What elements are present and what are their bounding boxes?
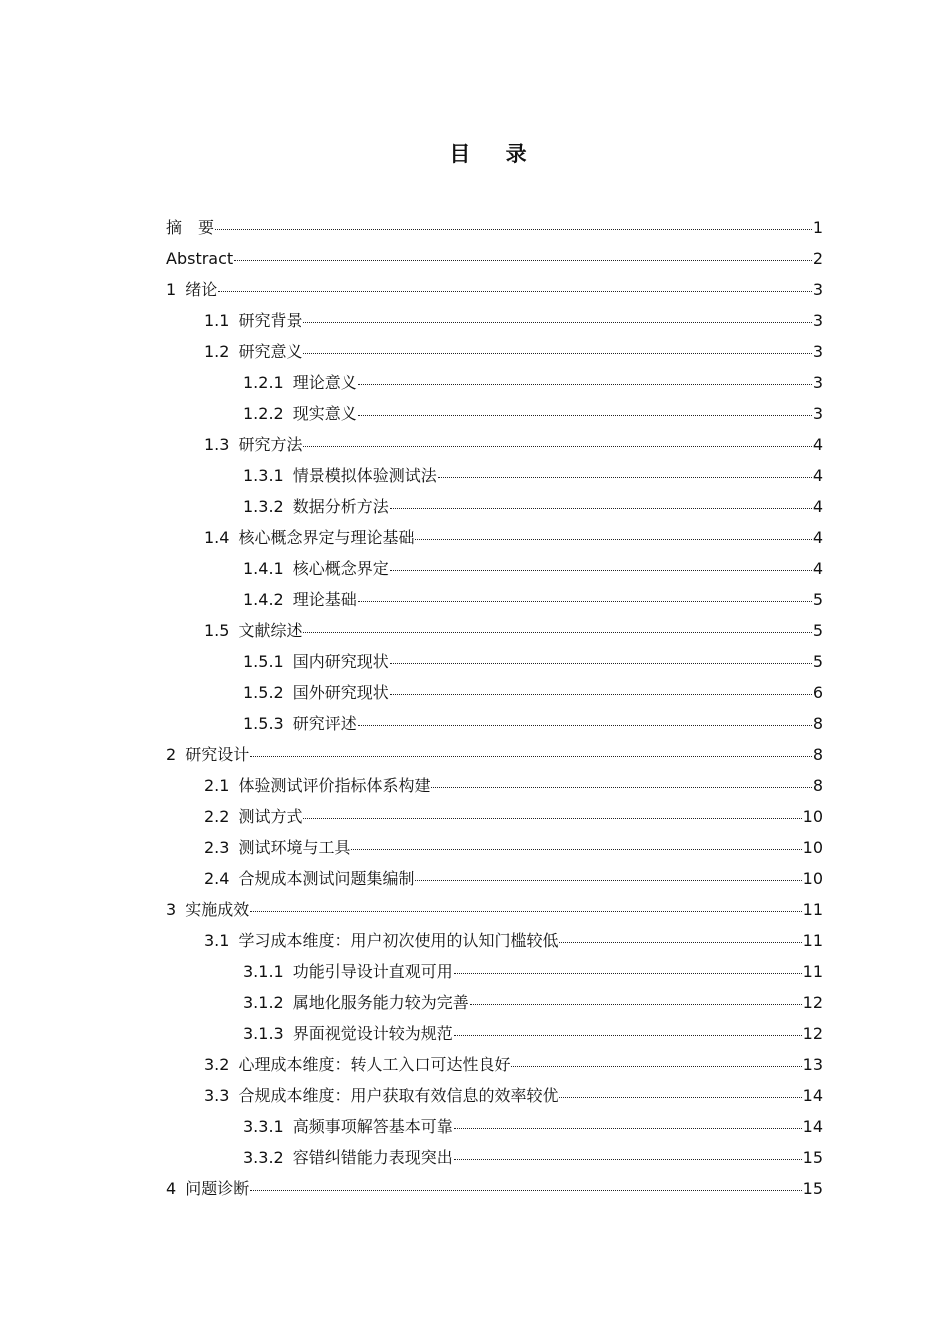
dot-leader <box>358 600 812 602</box>
toc-entry[interactable] <box>166 398 823 429</box>
toc-entry-title: 情景模拟体验测试法 <box>292 466 437 485</box>
toc-entry-number: 1.5.1 <box>243 652 284 671</box>
toc-entry-number: 1.5.2 <box>243 683 284 702</box>
toc-entry[interactable] <box>166 801 823 832</box>
dot-leader <box>454 1127 802 1129</box>
toc-entry-page-number: 4 <box>812 528 823 547</box>
toc-entry-title: 研究方法 <box>238 435 303 454</box>
toc-entry[interactable] <box>166 1018 823 1049</box>
toc-entry-title: 数据分析方法 <box>292 497 389 516</box>
toc-entry-number: 3.3.2 <box>243 1148 284 1167</box>
toc-entry-page-number: 8 <box>812 776 823 795</box>
toc-entry-title: 核心概念界定与理论基础 <box>238 528 415 547</box>
dot-leader <box>218 290 812 292</box>
toc-entry-page-number: 4 <box>812 466 823 485</box>
toc-entry-page-number: 11 <box>802 900 823 919</box>
toc-entry-page-number: 11 <box>802 931 823 950</box>
toc-entry[interactable] <box>166 708 823 739</box>
toc-entry[interactable] <box>166 1173 823 1204</box>
dot-leader <box>559 941 801 943</box>
toc-entry[interactable] <box>166 274 823 305</box>
dot-leader <box>303 352 811 354</box>
toc-entry[interactable] <box>166 243 823 274</box>
toc-entry-title: 研究背景 <box>238 311 303 330</box>
toc-entry-title: 绪论 <box>185 280 218 299</box>
toc-entry-page-number: 13 <box>802 1055 823 1074</box>
toc-entry-title: 研究评述 <box>292 714 357 733</box>
toc-entry[interactable] <box>166 770 823 801</box>
dot-leader <box>250 910 801 912</box>
toc-entry-number: 3 <box>166 900 177 919</box>
toc-entry-page-number: 1 <box>812 218 823 237</box>
toc-entry-title: 功能引导设计直观可用 <box>292 962 453 981</box>
dot-leader <box>454 1158 802 1160</box>
toc-entry-number: 1.4 <box>204 528 230 547</box>
toc-entry-page-number: 12 <box>802 993 823 1012</box>
toc-entry[interactable] <box>166 1080 823 1111</box>
dot-leader <box>454 972 802 974</box>
toc-entry-page-number: 3 <box>812 404 823 423</box>
toc-entry[interactable] <box>166 615 823 646</box>
toc-entry-title: 界面视觉设计较为规范 <box>292 1024 453 1043</box>
toc-entry[interactable] <box>166 739 823 770</box>
toc-entry-title: 国内研究现状 <box>292 652 389 671</box>
toc-entry-page-number: 15 <box>802 1179 823 1198</box>
toc-entry-title: 实施成效 <box>185 900 250 919</box>
toc-entry-page-number: 5 <box>812 621 823 640</box>
toc-entry[interactable] <box>166 1142 823 1173</box>
toc-entry-page-number: 8 <box>812 745 823 764</box>
toc-entry-page-number: 5 <box>812 652 823 671</box>
toc-entry-number: 3.3 <box>204 1086 230 1105</box>
toc-entry-number: 1.5.3 <box>243 714 284 733</box>
page-title: 目 录 <box>449 142 541 166</box>
toc-entry-page-number: 10 <box>802 869 823 888</box>
dot-leader <box>358 414 812 416</box>
toc-entry-title: 现实意义 <box>292 404 357 423</box>
toc-entry[interactable] <box>166 553 823 584</box>
toc-entry[interactable] <box>166 429 823 460</box>
dot-leader <box>303 631 811 633</box>
toc-entry-number: 2.3 <box>204 838 230 857</box>
dot-leader <box>415 879 801 881</box>
toc-entry-number: 1.5 <box>204 621 230 640</box>
toc-entry-title: 高频事项解答基本可靠 <box>292 1117 453 1136</box>
toc-entry-page-number: 3 <box>812 373 823 392</box>
toc-entry-title: 属地化服务能力较为完善 <box>292 993 469 1012</box>
toc-entry-number: 2.4 <box>204 869 230 888</box>
toc-entry-page-number: 15 <box>802 1148 823 1167</box>
toc-entry-page-number: 10 <box>802 838 823 857</box>
toc-entry-title: 核心概念界定 <box>292 559 389 578</box>
toc-entry-title: 研究设计 <box>185 745 250 764</box>
toc-entry-page-number: 10 <box>802 807 823 826</box>
toc-entry-title: Abstract <box>166 249 234 268</box>
toc-entry-number: 3.3.1 <box>243 1117 284 1136</box>
toc-entry-title: 测试环境与工具 <box>238 838 351 857</box>
toc-entry-title: 测试方式 <box>238 807 303 826</box>
toc-entry-title: 理论意义 <box>292 373 357 392</box>
dot-leader <box>358 724 812 726</box>
toc-entry-number: 2.2 <box>204 807 230 826</box>
dot-leader <box>303 321 811 323</box>
toc-entry-title: 文献综述 <box>238 621 303 640</box>
toc-entry[interactable] <box>166 522 823 553</box>
toc-entry[interactable] <box>166 987 823 1018</box>
toc-entry-page-number: 3 <box>812 311 823 330</box>
dot-leader <box>431 786 811 788</box>
toc-entry-number: 1.2.2 <box>243 404 284 423</box>
dot-leader <box>438 476 812 478</box>
dot-leader <box>303 445 811 447</box>
toc-entry-title: 理论基础 <box>292 590 357 609</box>
toc-entry[interactable] <box>166 1111 823 1142</box>
toc-entry-number: 2.1 <box>204 776 230 795</box>
toc-entry-number: 1.3.2 <box>243 497 284 516</box>
toc-entry[interactable] <box>166 367 823 398</box>
toc-entry-number: 1 <box>166 280 177 299</box>
toc-entry[interactable] <box>166 894 823 925</box>
toc-entry-number: 1.3.1 <box>243 466 284 485</box>
toc-entry[interactable] <box>166 677 823 708</box>
toc-entry-number: 1.4.2 <box>243 590 284 609</box>
toc-entry[interactable] <box>166 863 823 894</box>
toc-entry-page-number: 4 <box>812 497 823 516</box>
dot-leader <box>511 1065 801 1067</box>
toc-entry[interactable] <box>166 305 823 336</box>
toc-entry-number: 3.2 <box>204 1055 230 1074</box>
toc-entry-number: 1.4.1 <box>243 559 284 578</box>
dot-leader <box>454 1034 802 1036</box>
toc-entry[interactable] <box>166 336 823 367</box>
toc-entry-number: 1.2.1 <box>243 373 284 392</box>
toc-entry-number: 3.1 <box>204 931 230 950</box>
dot-leader <box>390 507 812 509</box>
toc-entry-title: 合规成本测试问题集编制 <box>238 869 415 888</box>
dot-leader <box>390 569 812 571</box>
dot-leader <box>390 662 812 664</box>
toc-entry-number: 3.1.2 <box>243 993 284 1012</box>
toc-entry-number: 4 <box>166 1179 177 1198</box>
toc-entry-title: 合规成本维度：用户获取有效信息的效率较优 <box>238 1086 559 1105</box>
toc-entry-page-number: 14 <box>802 1117 823 1136</box>
dot-leader <box>559 1096 801 1098</box>
toc-entry-title: 体验测试评价指标体系构建 <box>238 776 431 795</box>
toc-entry[interactable] <box>166 1049 823 1080</box>
toc-entry-number: 3.1.1 <box>243 962 284 981</box>
toc-entry-title: 容错纠错能力表现突出 <box>292 1148 453 1167</box>
toc-entry-number: 2 <box>166 745 177 764</box>
dot-leader <box>215 228 812 230</box>
toc-entry[interactable] <box>166 646 823 677</box>
dot-leader <box>303 817 801 819</box>
toc-entry-page-number: 3 <box>812 342 823 361</box>
dot-leader <box>234 259 812 261</box>
toc-entry-page-number: 6 <box>812 683 823 702</box>
dot-leader <box>250 1189 801 1191</box>
toc-entry[interactable] <box>166 584 823 615</box>
toc-entry-title: 学习成本维度：用户初次使用的认知门槛较低 <box>238 931 559 950</box>
toc-entry-number: 3.1.3 <box>243 1024 284 1043</box>
toc-entry[interactable] <box>166 212 823 243</box>
dot-leader <box>351 848 801 850</box>
toc-entry[interactable] <box>166 832 823 863</box>
table-of-contents <box>166 212 823 1204</box>
toc-entry-page-number: 8 <box>812 714 823 733</box>
dot-leader <box>470 1003 802 1005</box>
toc-entry[interactable] <box>166 491 823 522</box>
dot-leader <box>250 755 812 757</box>
toc-entry-number: 1.1 <box>204 311 230 330</box>
toc-entry-title: 心理成本维度：转人工入口可达性良好 <box>238 1055 511 1074</box>
toc-entry-page-number: 12 <box>802 1024 823 1043</box>
toc-entry-page-number: 14 <box>802 1086 823 1105</box>
dot-leader <box>358 383 812 385</box>
toc-entry-page-number: 4 <box>812 435 823 454</box>
dot-leader <box>415 538 811 540</box>
dot-leader <box>390 693 812 695</box>
toc-entry-page-number: 11 <box>802 962 823 981</box>
toc-entry-title: 研究意义 <box>238 342 303 361</box>
toc-entry-number: 1.3 <box>204 435 230 454</box>
toc-entry[interactable] <box>166 956 823 987</box>
toc-entry-page-number: 5 <box>812 590 823 609</box>
toc-entry[interactable] <box>166 460 823 491</box>
toc-entry-title: 问题诊断 <box>185 1179 250 1198</box>
toc-entry-number: 1.2 <box>204 342 230 361</box>
toc-entry-page-number: 3 <box>812 280 823 299</box>
toc-entry-title: 国外研究现状 <box>292 683 389 702</box>
toc-entry-title: 摘 要 <box>166 218 215 237</box>
toc-entry-page-number: 4 <box>812 559 823 578</box>
toc-entry[interactable] <box>166 925 823 956</box>
toc-entry-page-number: 2 <box>812 249 823 268</box>
